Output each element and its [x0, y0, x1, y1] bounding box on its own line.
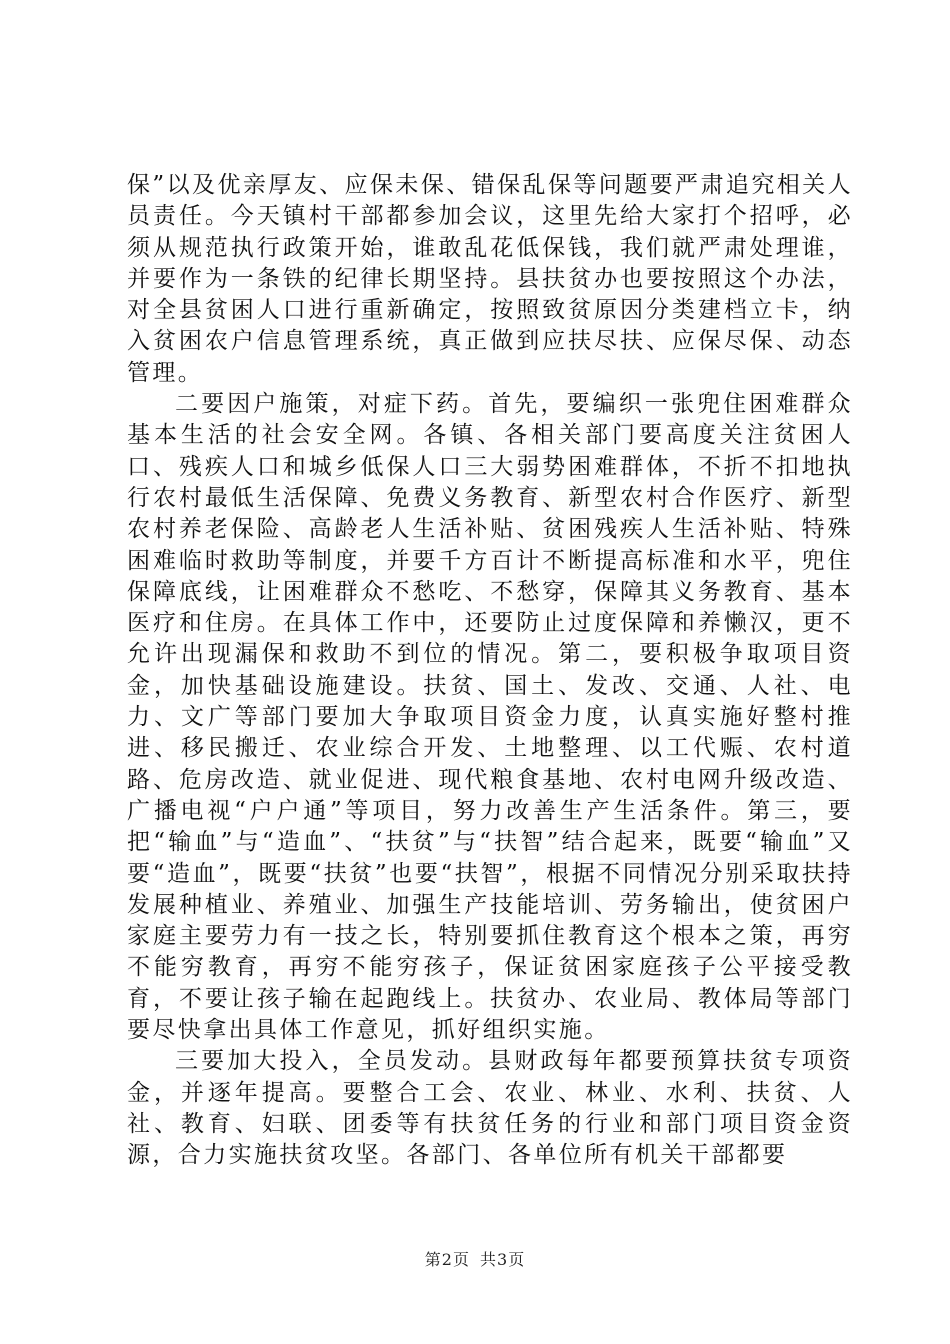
document-body: [127, 170, 853, 1172]
page-total: 共3页: [480, 1250, 526, 1269]
page-footer: [0, 1247, 950, 1270]
paragraph-2: 二要因户施策，对症下药。首先，要编织一张兜住困难群众基本生活的社会安全网。各镇、各相关部门要高度关注贫困人口、残疾人口和城乡低保人口三大弱势困难群体，不折不扣地执行农村最低生活保障、免费义务教育、新型农村合作医疗、新型农村养老保险、高龄老人生活补贴、贫困残疾人生活补贴、特殊困难临时救助等制度，并要千方百计不断提高标准和水平，兜住保障底线，让困难群众不愁吃、不愁穿，保障其义务教育、基本医疗和住房。在具体工作中，还要防止过度保障和养懒汉，更不允许出现漏保和救助不到位的情况。第二，要积极争取项目资金，加快基础设施建设。扶贫、国土、发改、交通、人社、电力、文广等部门要加大争取项目资金力度，认真实施好整村推进、移民搬迁、农业综合开发、土地整理、以工代赈、农村道路、危房改造、就业促进、现代粮食基地、农村电网升级改造、广播电视“户户通”等项目，努力改善生产生活条件。第三，要把“输血”与“造血”、“扶贫”与“扶智”结合起来，既要“输血”又要“造血”，既要“扶贫”也要“扶智”，根据不同情况分别采取扶持发展种植业、养殖业、加强生产技能培训、劳务输出，使贫困户家庭主要劳力有一技之长，特别要抓住教育这个根本之策，再穷不能穷教育，再穷不能穷孩子，保证贫困家庭孩子公平接受教育，不要让孩子输在起跑线上。扶贫办、农业局、教体局等部门要尽快拿出具体工作意见，抓好组织实施。: [127, 391, 853, 1044]
paragraph-3: 三要加大投入，全员发动。县财政每年都要预算扶贫专项资金，并逐年提高。要整合工会、农业、林业、水利、扶贫、人社、教育、妇联、团委等有扶贫任务的行业和部门项目资金资源，合力实施扶贫攻坚。各部门、各单位所有机关干部都要: [127, 1048, 853, 1169]
page-number: 第2页: [424, 1250, 470, 1269]
paragraph-1: 保”以及优亲厚友、应保未保、错保乱保等问题要严肃追究相关人员责任。今天镇村干部都参加会议，这里先给大家打个招呼，必须从规范执行政策开始，谁敢乱花低保钱，我们就严肃处理谁，并要作为一条铁的纪律长期坚持。县扶贫办也要按照这个办法，对全县贫困人口进行重新确定，按照致贫原因分类建档立卡，纳入贫困农户信息管理系统，真正做到应扶尽扶、应保尽保、动态管理。: [127, 172, 853, 386]
